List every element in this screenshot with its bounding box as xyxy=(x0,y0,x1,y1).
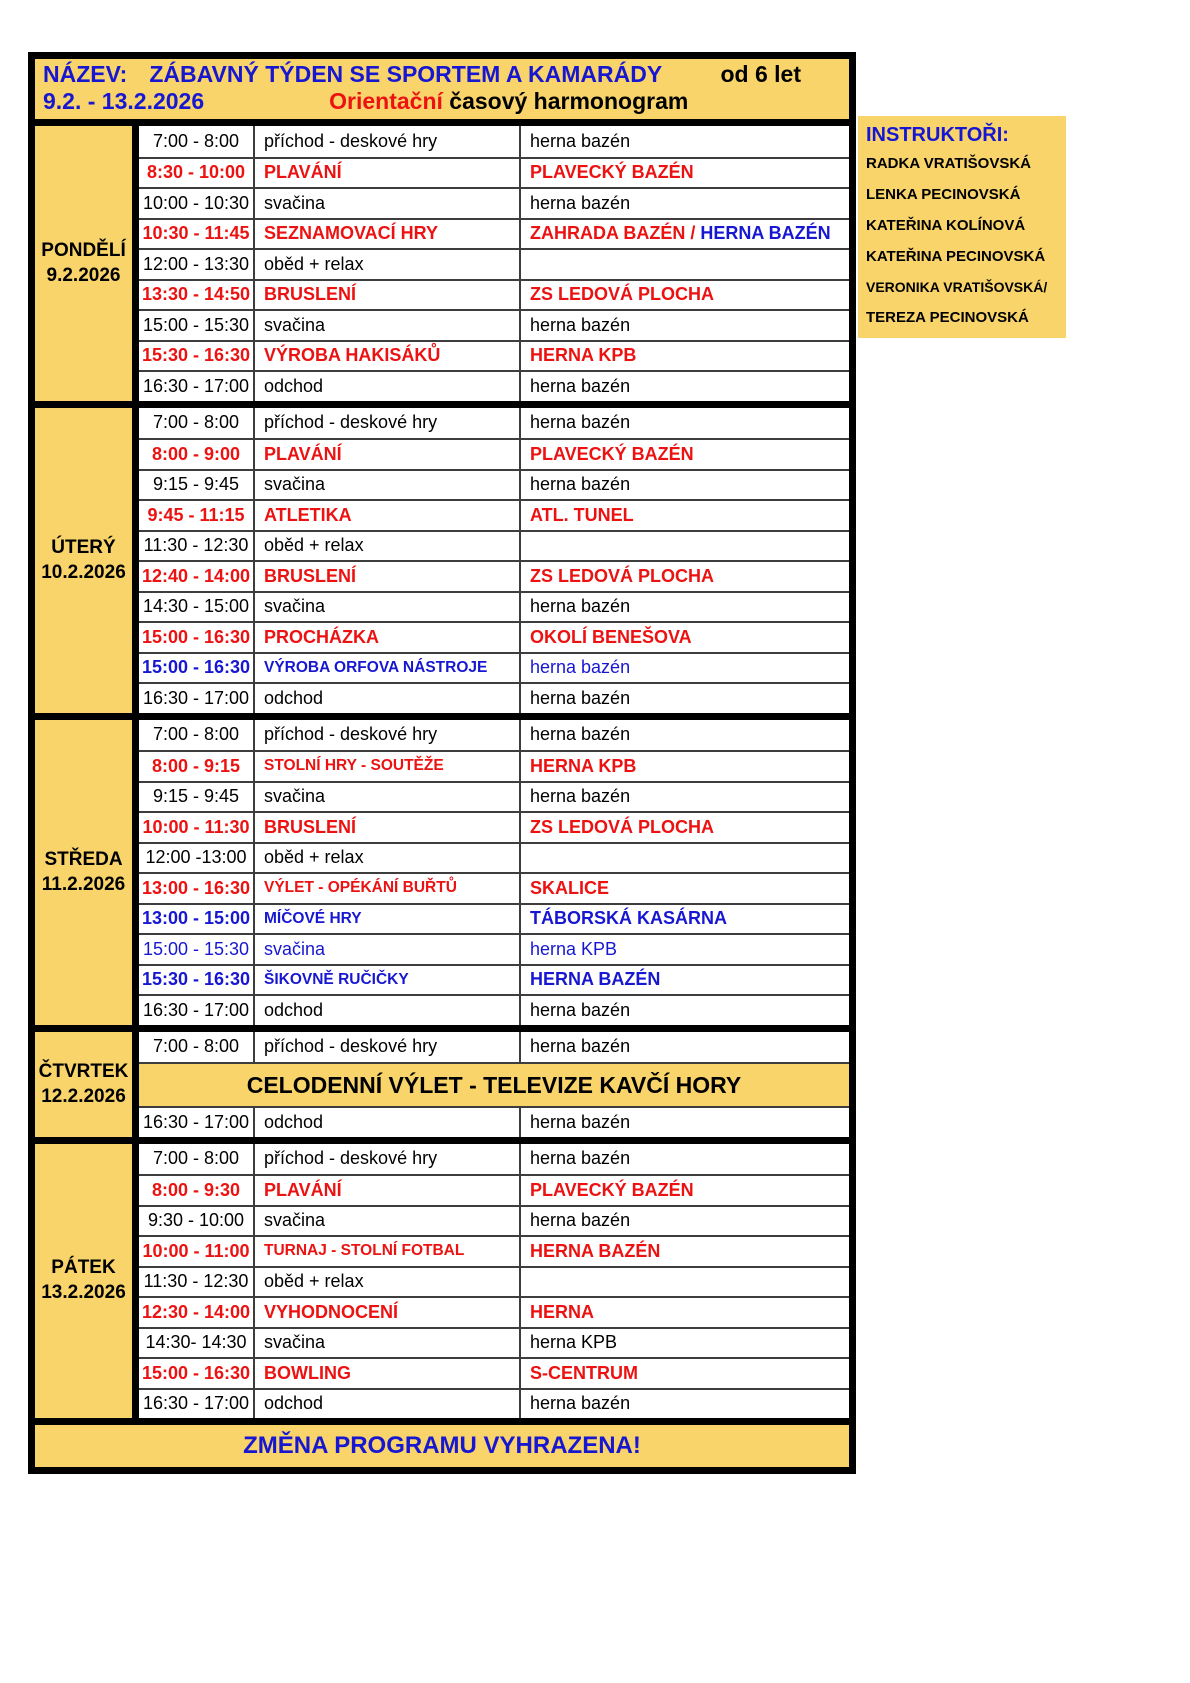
location-cell: herna KPB xyxy=(530,938,618,959)
schedule-row xyxy=(139,1235,849,1266)
location-cell: PLAVECKÝ BAZÉN xyxy=(530,443,694,464)
time-cell: 12:30 - 14:00 xyxy=(139,1298,255,1327)
header-line-1 xyxy=(43,61,841,88)
time-cell: 9:45 - 11:15 xyxy=(139,501,255,530)
time-cell: 12:00 - 13:30 xyxy=(139,250,255,279)
activity-cell: svačina xyxy=(255,311,521,340)
header-line-2 xyxy=(43,88,841,115)
full-day-text: CELODENNÍ VÝLET - TELEVIZE KAVČÍ HORY xyxy=(246,1071,742,1098)
schedule-row xyxy=(139,591,849,622)
time-cell: 10:00 - 10:30 xyxy=(139,189,255,218)
location-cell: herna bazén xyxy=(530,657,631,678)
location-cell: HERNA BAZÉN xyxy=(530,969,661,990)
schedule-row xyxy=(139,1357,849,1388)
location-cell: HERNA KPB xyxy=(530,345,637,366)
location-cell: OKOLÍ BENEŠOVA xyxy=(530,626,692,647)
instructor-name: LENKA PECINOVSKÁ xyxy=(866,186,1021,203)
activity-cell: příchod - deskové hry xyxy=(255,1144,521,1175)
schedule-row xyxy=(139,530,849,561)
location-cell: herna bazén xyxy=(530,474,631,495)
instructor-name: KATEŘINA PECINOVSKÁ xyxy=(866,248,1046,265)
activity-cell: odchod xyxy=(255,1108,521,1137)
footer-text: ZMĚNA PROGRAMU VYHRAZENA! xyxy=(243,1432,641,1459)
schedule-row xyxy=(139,187,849,218)
rows-container xyxy=(139,126,849,401)
time-cell: 12:40 - 14:00 xyxy=(139,562,255,591)
time-cell: 15:30 - 16:30 xyxy=(139,342,255,371)
header-subtitle xyxy=(329,88,688,115)
location-cell: herna KPB xyxy=(530,1332,618,1353)
schedule-row xyxy=(139,1144,849,1175)
day-cell xyxy=(35,1032,139,1137)
activity-cell: STOLNÍ HRY - SOUTĚŽE xyxy=(255,752,521,781)
time-cell: 8:00 - 9:00 xyxy=(139,440,255,469)
time-cell: 16:30 - 17:00 xyxy=(139,1390,255,1419)
day-cell xyxy=(35,126,139,401)
time-cell: 11:30 - 12:30 xyxy=(139,1268,255,1297)
activity-cell: BOWLING xyxy=(255,1359,521,1388)
rows-container xyxy=(139,408,849,713)
activity-cell: VYHODNOCENÍ xyxy=(255,1298,521,1327)
time-cell: 13:30 - 14:50 xyxy=(139,281,255,310)
instructor-name: KATEŘINA KOLÍNOVÁ xyxy=(866,217,1026,234)
schedule-row xyxy=(139,499,849,530)
time-cell: 8:00 - 9:30 xyxy=(139,1176,255,1205)
location-cell: ATL. TUNEL xyxy=(530,504,634,525)
time-cell: 14:30- 14:30 xyxy=(139,1329,255,1358)
schedule-row xyxy=(139,248,849,279)
activity-cell: BRUSLENÍ xyxy=(255,813,521,842)
schedule-sheet xyxy=(28,52,856,1474)
time-cell: 10:00 - 11:30 xyxy=(139,813,255,842)
header-label: NÁZEV: xyxy=(43,61,128,87)
activity-cell: TURNAJ - STOLNÍ FOTBAL xyxy=(255,1237,521,1266)
location-cell: S-CENTRUM xyxy=(530,1362,638,1383)
time-cell: 16:30 - 17:00 xyxy=(139,684,255,713)
schedule-row xyxy=(139,279,849,310)
time-cell: 16:30 - 17:00 xyxy=(139,1108,255,1137)
location-cell: herna bazén xyxy=(530,1148,631,1169)
activity-cell: SEZNAMOVACÍ HRY xyxy=(255,220,521,249)
time-cell: 16:30 - 17:00 xyxy=(139,372,255,401)
day-section xyxy=(35,1144,849,1419)
schedule-row xyxy=(139,370,849,401)
schedule-row xyxy=(139,682,849,713)
day-name: PONDĚLÍ xyxy=(41,239,126,261)
location-cell xyxy=(521,1268,849,1297)
time-cell: 7:00 - 8:00 xyxy=(139,1032,255,1063)
time-cell: 11:30 - 12:30 xyxy=(139,532,255,561)
location-cell: herna bazén xyxy=(530,999,631,1020)
location-cell: HERNA KPB xyxy=(530,755,637,776)
time-cell: 9:15 - 9:45 xyxy=(139,783,255,812)
activity-cell: PROCHÁZKA xyxy=(255,623,521,652)
activity-cell: VÝROBA ORFOVA NÁSTROJE xyxy=(255,654,521,683)
activity-cell: PLAVÁNÍ xyxy=(255,440,521,469)
location-cell: herna bazén xyxy=(530,786,631,807)
location-cell xyxy=(521,220,849,249)
location-cell: herna bazén xyxy=(530,724,631,745)
instructors-title: INSTRUKTOŘI: xyxy=(866,124,1009,146)
time-cell: 8:30 - 10:00 xyxy=(139,159,255,188)
location-cell: ZS LEDOVÁ PLOCHA xyxy=(530,816,715,837)
activity-cell: svačina xyxy=(255,1329,521,1358)
day-date: 10.2.2026 xyxy=(41,561,126,583)
location-cell xyxy=(521,250,849,279)
day-date: 11.2.2026 xyxy=(41,873,126,895)
instructors-panel xyxy=(858,116,1066,338)
activity-cell: svačina xyxy=(255,593,521,622)
time-cell: 12:00 -13:00 xyxy=(139,844,255,873)
activity-cell: odchod xyxy=(255,372,521,401)
schedule-row xyxy=(139,157,849,188)
time-cell: 13:00 - 16:30 xyxy=(139,874,255,903)
schedule-row xyxy=(139,469,849,500)
activity-cell: PLAVÁNÍ xyxy=(255,159,521,188)
activity-cell: MÍČOVÉ HRY xyxy=(255,905,521,934)
location-cell: herna bazén xyxy=(530,314,631,335)
schedule-row xyxy=(139,994,849,1025)
time-cell: 7:00 - 8:00 xyxy=(139,720,255,751)
instructor-name: RADKA VRATIŠOVSKÁ xyxy=(866,155,1032,172)
time-cell: 9:30 - 10:00 xyxy=(139,1207,255,1236)
time-cell: 7:00 - 8:00 xyxy=(139,408,255,439)
day-name: ÚTERÝ xyxy=(51,536,116,558)
location-cell: herna bazén xyxy=(530,192,631,213)
schedule-row xyxy=(139,781,849,812)
time-cell: 7:00 - 8:00 xyxy=(139,1144,255,1175)
activity-cell: příchod - deskové hry xyxy=(255,720,521,751)
header-title: ZÁBAVNÝ TÝDEN SE SPORTEM A KAMARÁDY xyxy=(149,61,663,87)
activity-cell: PLAVÁNÍ xyxy=(255,1176,521,1205)
time-cell: 15:00 - 16:30 xyxy=(139,1359,255,1388)
full-day-row xyxy=(139,1062,849,1106)
rows-container xyxy=(139,720,849,1025)
location-cell: HERNA BAZÉN xyxy=(530,1240,661,1261)
activity-cell: BRUSLENÍ xyxy=(255,281,521,310)
time-cell: 16:30 - 17:00 xyxy=(139,996,255,1025)
activity-cell: ATLETIKA xyxy=(255,501,521,530)
schedule-row xyxy=(139,218,849,249)
time-cell: 15:00 - 16:30 xyxy=(139,623,255,652)
day-date: 9.2.2026 xyxy=(46,264,121,286)
location-cell: SKALICE xyxy=(530,877,610,898)
location-cell xyxy=(521,532,849,561)
time-cell: 15:30 - 16:30 xyxy=(139,966,255,995)
header-subtitle-black: časový harmonogram xyxy=(442,88,689,114)
header-banner xyxy=(35,59,849,119)
instructor-name: VERONIKA VRATIŠOVSKÁ/ xyxy=(866,279,1048,295)
time-cell: 10:30 - 11:45 xyxy=(139,220,255,249)
header-date-range: 9.2. - 13.2.2026 xyxy=(43,88,205,114)
instructors-list xyxy=(866,155,1062,326)
location-cell: herna bazén xyxy=(530,1210,631,1231)
time-cell: 8:00 - 9:15 xyxy=(139,752,255,781)
schedule-row xyxy=(139,811,849,842)
activity-cell: odchod xyxy=(255,996,521,1025)
activity-cell: BRUSLENÍ xyxy=(255,562,521,591)
schedule-row xyxy=(139,903,849,934)
schedule-row xyxy=(139,438,849,469)
schedule-row xyxy=(139,652,849,683)
activity-cell: svačina xyxy=(255,189,521,218)
location-cell: HERNA xyxy=(530,1301,595,1322)
activity-cell: svačina xyxy=(255,783,521,812)
location-cell: TÁBORSKÁ KASÁRNA xyxy=(530,908,727,929)
location-cell: herna bazén xyxy=(530,687,631,708)
activity-cell: VÝROBA HAKISÁKŮ xyxy=(255,342,521,371)
activity-cell: oběd + relax xyxy=(255,1268,521,1297)
day-section xyxy=(35,720,849,1025)
schedule-row xyxy=(139,750,849,781)
schedule-row xyxy=(139,126,849,157)
location-cell: ZS LEDOVÁ PLOCHA xyxy=(530,565,715,586)
activity-cell: oběd + relax xyxy=(255,844,521,873)
day-cell xyxy=(35,1144,139,1419)
time-cell: 7:00 - 8:00 xyxy=(139,126,255,157)
rows-container xyxy=(139,1032,849,1137)
location-cell: PLAVECKÝ BAZÉN xyxy=(530,162,694,183)
activity-cell: oběd + relax xyxy=(255,532,521,561)
time-cell: 10:00 - 11:00 xyxy=(139,1237,255,1266)
schedule-row xyxy=(139,340,849,371)
location-cell: ZS LEDOVÁ PLOCHA xyxy=(530,284,715,305)
schedule-row xyxy=(139,1266,849,1297)
schedule-row xyxy=(139,621,849,652)
schedule-row xyxy=(139,1327,849,1358)
time-cell: 15:00 - 15:30 xyxy=(139,311,255,340)
activity-cell: příchod - deskové hry xyxy=(255,408,521,439)
day-section xyxy=(35,408,849,713)
time-cell: 15:00 - 16:30 xyxy=(139,654,255,683)
location-cell: herna bazén xyxy=(530,130,631,151)
location-part: ZAHRADA BAZÉN / xyxy=(530,223,701,244)
time-cell: 9:15 - 9:45 xyxy=(139,471,255,500)
activity-cell: svačina xyxy=(255,1207,521,1236)
day-name: PÁTEK xyxy=(51,1257,116,1279)
day-date: 13.2.2026 xyxy=(41,1282,126,1304)
schedule-row xyxy=(139,1106,849,1137)
schedule-row xyxy=(139,720,849,751)
footer-banner xyxy=(35,1425,849,1467)
schedule-row xyxy=(139,964,849,995)
location-cell: herna bazén xyxy=(530,1111,631,1132)
location-cell xyxy=(521,844,849,873)
schedule-row xyxy=(139,1205,849,1236)
schedule-row xyxy=(139,1296,849,1327)
activity-cell: svačina xyxy=(255,935,521,964)
time-cell: 13:00 - 15:00 xyxy=(139,905,255,934)
schedule-row xyxy=(139,1388,849,1419)
activity-cell: oběd + relax xyxy=(255,250,521,279)
location-cell: PLAVECKÝ BAZÉN xyxy=(530,1179,694,1200)
location-part: HERNA BAZÉN xyxy=(700,223,831,244)
header-subtitle-red: Orientační xyxy=(329,88,443,114)
instructor-name: TEREZA PECINOVSKÁ xyxy=(866,309,1029,326)
header-age: od 6 let xyxy=(720,61,801,87)
activity-cell: ŠIKOVNĚ RUČIČKY xyxy=(255,966,521,995)
schedule-row xyxy=(139,933,849,964)
time-cell: 14:30 - 15:00 xyxy=(139,593,255,622)
rows-container xyxy=(139,1144,849,1419)
schedule-row xyxy=(139,842,849,873)
activity-cell: svačina xyxy=(255,471,521,500)
schedule-row xyxy=(139,560,849,591)
schedule-row xyxy=(139,1032,849,1063)
day-name: ČTVRTEK xyxy=(38,1060,129,1082)
day-cell xyxy=(35,408,139,713)
location-cell: herna bazén xyxy=(530,1393,631,1414)
activity-cell: VÝLET - OPÉKÁNÍ BUŘTŮ xyxy=(255,874,521,903)
schedule-row xyxy=(139,408,849,439)
activity-cell: odchod xyxy=(255,684,521,713)
day-section xyxy=(35,126,849,401)
schedule-row xyxy=(139,309,849,340)
day-section xyxy=(35,1032,849,1137)
time-cell: 15:00 - 15:30 xyxy=(139,935,255,964)
activity-cell: příchod - deskové hry xyxy=(255,1032,521,1063)
location-cell: herna bazén xyxy=(530,1036,631,1057)
location-cell: herna bazén xyxy=(530,596,631,617)
activity-cell: odchod xyxy=(255,1390,521,1419)
location-cell: herna bazén xyxy=(530,412,631,433)
schedule-row xyxy=(139,872,849,903)
activity-cell: příchod - deskové hry xyxy=(255,126,521,157)
location-cell: herna bazén xyxy=(530,375,631,396)
day-name: STŘEDA xyxy=(44,848,123,870)
day-date: 12.2.2026 xyxy=(41,1085,126,1107)
schedule-row xyxy=(139,1174,849,1205)
day-cell xyxy=(35,720,139,1025)
